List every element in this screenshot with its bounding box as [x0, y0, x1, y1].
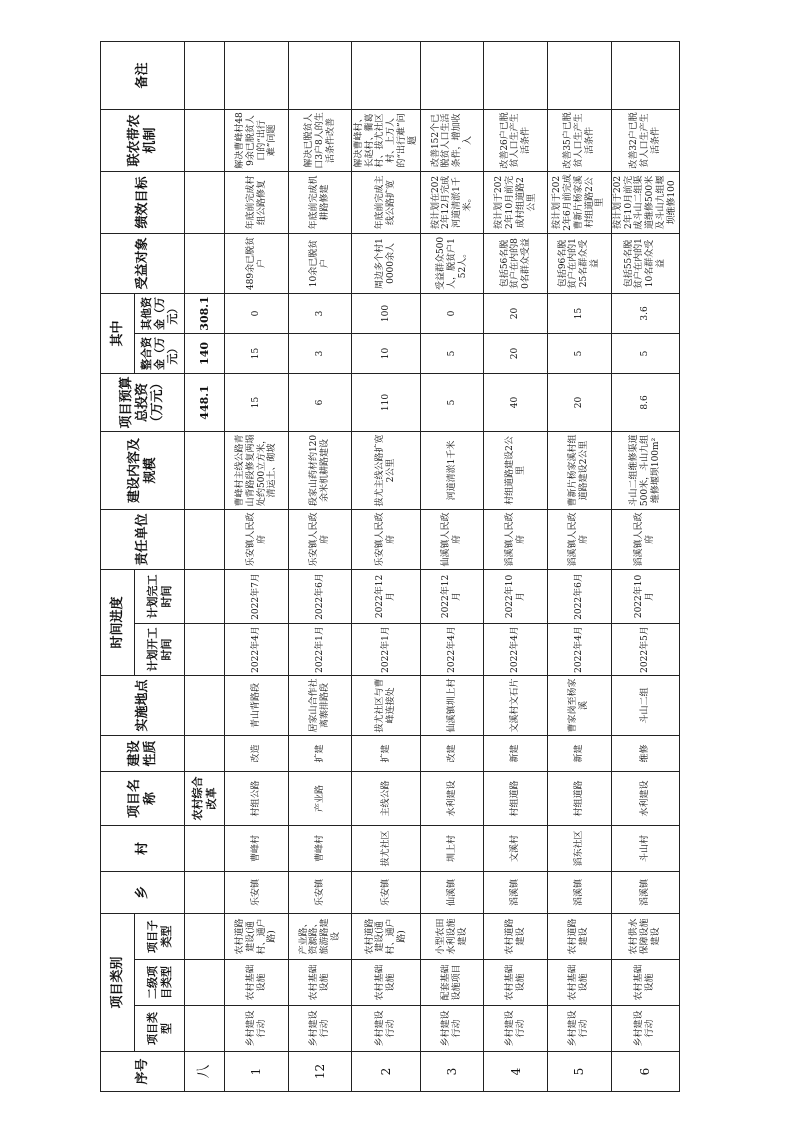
row-type: 乡村建设行动	[352, 1006, 420, 1052]
row-second: 农村基础设施	[225, 960, 289, 1006]
row-goal: 按计划于2022年10月前完成斗山二组渠道维修500米及斗山九组堰坝维修100	[611, 171, 679, 233]
row-end: 2022年12月	[352, 569, 420, 623]
header-name: 项目名称	[101, 771, 185, 825]
table-row	[288, 41, 352, 1091]
row-second: 农村基础设施	[288, 960, 352, 1006]
row-beneficiary: 包括55名脱贫户在内的110名群众受益	[611, 233, 679, 293]
row-type: 乡村建设行动	[420, 1006, 484, 1052]
header-beneficiary: 受益对象	[101, 233, 185, 293]
row-nature: 扩建	[352, 735, 420, 771]
table-row	[484, 41, 548, 1091]
row-seq: 6	[611, 1052, 679, 1092]
row-budget: 20	[548, 373, 612, 431]
header-remark: 备注	[101, 41, 185, 109]
row-nature: 维修	[611, 735, 679, 771]
row-type: 乡村建设行动	[548, 1006, 612, 1052]
row-content: 曹峰村主线公路青山背路段修复两塌处约500立方米，清运土、砌坡	[225, 431, 289, 509]
row-village: 滔东社区	[548, 825, 612, 871]
row-start: 2022年5月	[611, 623, 679, 675]
row-unit: 乐安镇人民政府	[225, 509, 289, 569]
row-remark	[352, 41, 420, 109]
row-seq: 4	[484, 1052, 548, 1092]
row-content: 斗山二组维修渠道500米，斗山九组维修堰坝100m²	[611, 431, 679, 509]
row-nature: 新建	[484, 735, 548, 771]
row-name: 产业路	[288, 771, 352, 825]
row-content: 村组道路建设2公里	[484, 431, 548, 509]
section-other: 308.1	[185, 293, 225, 333]
row-end: 2022年7月	[225, 569, 289, 623]
row-beneficiary: 受益群众500人，脱贫户152人。	[420, 233, 484, 293]
row-nature: 新建	[548, 735, 612, 771]
row-other: 0	[420, 293, 484, 333]
row-location: 斗山二组	[611, 675, 679, 735]
row-other: 3.6	[611, 293, 679, 333]
table-row	[225, 41, 289, 1091]
header-category: 项目类别	[101, 913, 135, 1051]
header-schedule: 时间进度	[101, 569, 135, 675]
header-cat-sub: 项目子类型	[135, 913, 185, 959]
row-start: 2022年4月	[548, 623, 612, 675]
row-other: 100	[352, 293, 420, 333]
row-beneficiary: 周边多个村10000余人	[352, 233, 420, 293]
row-sub: 产业路、资源路、旅游路建设	[288, 913, 352, 959]
row-mechanism: 改善32户已脱贫人口生产生活条件	[611, 109, 679, 171]
row-unit: 滔溪镇人民政府	[548, 509, 612, 569]
row-location: 文溪村文石片	[484, 675, 548, 735]
row-township: 乐安镇	[288, 871, 352, 913]
row-type: 乡村建设行动	[225, 1006, 289, 1052]
header-other: 其他资金（万元）	[135, 293, 185, 333]
row-integrated: 5	[548, 333, 612, 373]
row-other: 3	[288, 293, 352, 333]
row-remark	[484, 41, 548, 109]
section-seq: 八	[185, 1052, 225, 1092]
row-second: 农村基础设施	[611, 960, 679, 1006]
header-township: 乡	[101, 871, 185, 913]
section-budget: 448.1	[185, 373, 225, 431]
row-sub: 农村供水保障设施建设	[611, 913, 679, 959]
row-mechanism: 改善35户已脱贫人口生产生活条件	[548, 109, 612, 171]
row-remark	[420, 41, 484, 109]
row-budget: 110	[352, 373, 420, 431]
row-mechanism: 解决曹峰村、长赵村、衢葛村、拔尤社区村、上万人的“出行难”问题	[352, 109, 420, 171]
row-end: 2022年10月	[611, 569, 679, 623]
row-nature: 扩建	[288, 735, 352, 771]
row-unit: 乐安镇人民政府	[288, 509, 352, 569]
row-unit: 滔溪镇人民政府	[484, 509, 548, 569]
row-beneficiary: 489余已脱贫户	[225, 233, 289, 293]
row-mechanism: 解决曹峰村489余已脱贫人口的“出行难”问题	[225, 109, 289, 171]
row-remark	[225, 41, 289, 109]
row-seq: 12	[288, 1052, 352, 1092]
row-second: 农村基础设施	[352, 960, 420, 1006]
row-unit: 滔溪镇人民政府	[611, 509, 679, 569]
row-type: 乡村建设行动	[288, 1006, 352, 1052]
row-location: 居家山合作社离寨排路段	[288, 675, 352, 735]
row-township: 乐安镇	[225, 871, 289, 913]
row-mechanism: 改善152个已脱贫人口生活条件，增加收入	[420, 109, 484, 171]
row-remark	[611, 41, 679, 109]
row-second: 配套基础设施项目	[420, 960, 484, 1006]
row-other: 0	[225, 293, 289, 333]
row-type: 乡村建设行动	[611, 1006, 679, 1052]
row-goal: 按计划于2022年10月前完成村组道路2公里	[484, 171, 548, 233]
row-village: 斗山村	[611, 825, 679, 871]
row-budget: 8.6	[611, 373, 679, 431]
header-integrated: 整合资金（万元）	[135, 333, 185, 373]
rotated-page	[100, 42, 680, 1092]
header-content: 建设内容及规模	[101, 431, 185, 509]
row-goal: 年底前完成机耕路修建	[288, 171, 352, 233]
row-budget: 6	[288, 373, 352, 431]
row-sub: 农村道路建设(通村、通户路)	[352, 913, 420, 959]
row-start: 2022年4月	[225, 623, 289, 675]
row-budget: 40	[484, 373, 548, 431]
header-mechanism: 联农带农机制	[101, 109, 185, 171]
row-name: 村组道路	[548, 771, 612, 825]
row-end: 2022年12月	[420, 569, 484, 623]
header-village: 村	[101, 825, 185, 871]
header-cat-type: 项目类型	[135, 1006, 185, 1052]
row-seq: 5	[548, 1052, 612, 1092]
row-village: 文溪村	[484, 825, 548, 871]
row-start: 2022年4月	[484, 623, 548, 675]
row-seq: 3	[420, 1052, 484, 1092]
row-nature: 改造	[225, 735, 289, 771]
row-type: 乡村建设行动	[484, 1006, 548, 1052]
row-name: 村组道路	[484, 771, 548, 825]
table-row	[611, 41, 679, 1091]
table-row	[352, 41, 420, 1091]
row-sub: 农村道路建设	[548, 913, 612, 959]
table-row	[548, 41, 612, 1091]
row-second: 农村基础设施	[484, 960, 548, 1006]
row-start: 2022年1月	[288, 623, 352, 675]
row-sub: 农村道路建设	[484, 913, 548, 959]
row-content: 河道清淤1千米	[420, 431, 484, 509]
row-seq: 1	[225, 1052, 289, 1092]
header-of-which: 其中	[101, 293, 135, 373]
row-mechanism: 解决已脱贫人口3户8人的生活条件改善	[288, 109, 352, 171]
row-location: 仙溪镇圳上村	[420, 675, 484, 735]
row-nature: 改建	[420, 735, 484, 771]
row-content: 段家山药材约120余米机耕路建设	[288, 431, 352, 509]
row-beneficiary: 包括56名脱贫户在内的80名群众受益	[484, 233, 548, 293]
row-remark	[548, 41, 612, 109]
row-integrated: 15	[225, 333, 289, 373]
row-goal: 按计划在2022年12月完成河道清淤1千米。	[420, 171, 484, 233]
row-end: 2022年6月	[288, 569, 352, 623]
row-integrated: 5	[611, 333, 679, 373]
row-township: 滔溪镇	[484, 871, 548, 913]
row-unit: 仙溪镇人民政府	[420, 509, 484, 569]
row-content: 拔尤主线公路扩宽2公里	[352, 431, 420, 509]
header-budget: 项目预算总投资（万元）	[101, 373, 185, 431]
row-location: 青山背路段	[225, 675, 289, 735]
header-start: 计划开工时间	[135, 623, 185, 675]
row-township: 滔溪镇	[548, 871, 612, 913]
section-row	[185, 41, 225, 1091]
row-goal: 年底前完成村组公路修复	[225, 171, 289, 233]
header-end: 计划完工时间	[135, 569, 185, 623]
row-village: 曹峰村	[225, 825, 289, 871]
row-name: 水利建设	[611, 771, 679, 825]
row-mechanism: 改善26户已脱贫人口生产生活条件	[484, 109, 548, 171]
row-start: 2022年1月	[352, 623, 420, 675]
row-village: 拔尤社区	[352, 825, 420, 871]
row-township: 滔溪镇	[611, 871, 679, 913]
row-other: 20	[484, 293, 548, 333]
row-unit: 乐安镇人民政府	[352, 509, 420, 569]
section-integrated: 140	[185, 333, 225, 373]
row-budget: 5	[420, 373, 484, 431]
header-seq: 序号	[101, 1052, 185, 1092]
header-goal: 绩效目标	[101, 171, 185, 233]
header-location: 实施地点	[101, 675, 185, 735]
row-integrated: 20	[484, 333, 548, 373]
row-remark	[288, 41, 352, 109]
row-content: 曹新片杨家溪村组道路建设2公里	[548, 431, 612, 509]
row-second: 农村基础设施	[548, 960, 612, 1006]
header-unit: 责任单位	[101, 509, 185, 569]
row-location: 曹家岗至杨家溪	[548, 675, 612, 735]
row-start: 2022年4月	[420, 623, 484, 675]
row-integrated: 10	[352, 333, 420, 373]
header-cat-second: 二级项目类型	[135, 960, 185, 1006]
row-end: 2022年10月	[484, 569, 548, 623]
header-nature: 建设性质	[101, 735, 185, 771]
row-name: 水利建设	[420, 771, 484, 825]
row-budget: 15	[225, 373, 289, 431]
row-village: 曹峰村	[288, 825, 352, 871]
row-name: 村组公路	[225, 771, 289, 825]
row-beneficiary: 包括96名脱贫户在内的125名群众受益	[548, 233, 612, 293]
row-township: 乐安镇	[352, 871, 420, 913]
row-integrated: 3	[288, 333, 352, 373]
row-goal: 按计划于2022年6月前完成曹新片杨家溪村组道路2公里	[548, 171, 612, 233]
row-name: 主线公路	[352, 771, 420, 825]
table-row	[420, 41, 484, 1091]
row-end: 2022年6月	[548, 569, 612, 623]
row-beneficiary: 10余已脱贫户	[288, 233, 352, 293]
row-seq: 2	[352, 1052, 420, 1092]
row-integrated: 5	[420, 333, 484, 373]
section-name: 农村综合改革	[185, 771, 225, 825]
project-table	[100, 41, 680, 1092]
row-sub: 农村道路建设(通村、通户路)	[225, 913, 289, 959]
row-goal: 年底前完成主线公路扩宽	[352, 171, 420, 233]
row-other: 15	[548, 293, 612, 333]
row-location: 拔尤社区与曹峰连接处	[352, 675, 420, 735]
row-township: 仙溪镇	[420, 871, 484, 913]
row-sub: 小型农田水利设施建设	[420, 913, 484, 959]
row-village: 圳上村	[420, 825, 484, 871]
